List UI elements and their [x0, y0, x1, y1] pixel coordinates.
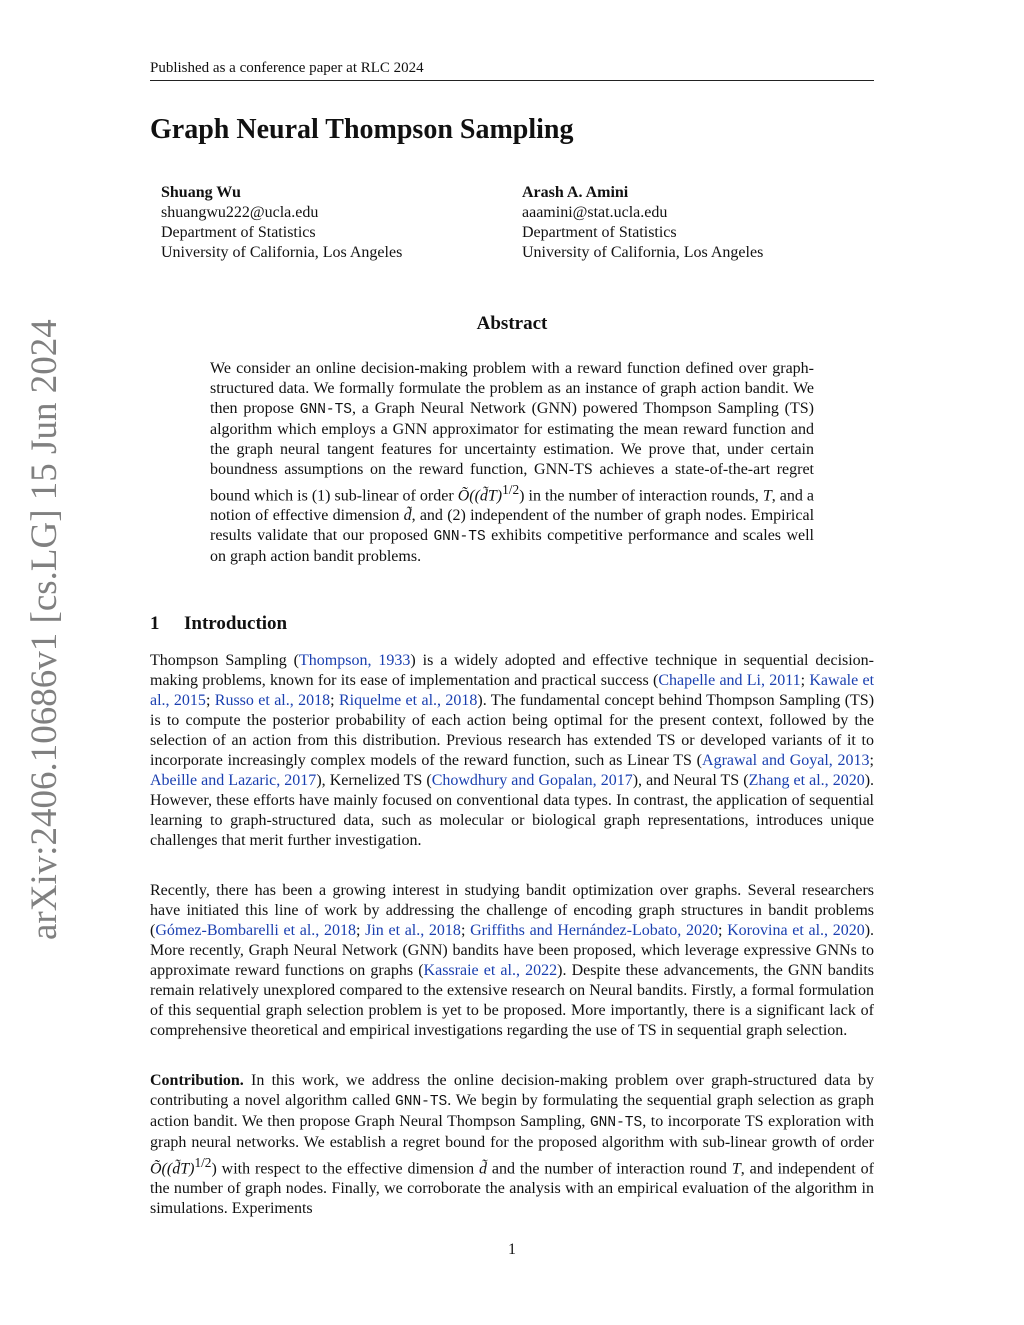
citation-link[interactable]: Kawale et al., 2015: [150, 672, 875, 709]
author-block-2: [522, 183, 763, 263]
contribution-label: Contribution.: [150, 1072, 244, 1089]
author-institution: University of California, Los Angeles: [161, 244, 403, 261]
author-name: Arash A. Amini: [522, 184, 629, 201]
intro-paragraph-1: Thompson Sampling (Thompson, 1933) is a widely adopted and effective technique in sequential decision-making problems, known for its ease of implementation and practical success (Chapelle and Li, 2011; Kawale et al., 2015; Russo et al., 2018; Riquelme et al., 2018). The fundamental concept behind Thompson Sampling (TS) is to compute the posterior probability of each action being optimal for the present context, followed by the selection of an action from this distribution. Previous research has extended TS or developed variants of it to incorporate increasingly complex models of the reward function, such as Linear TS (Agrawal and Goyal, 2013; Abeille and Lazaric, 2017), Kernelized TS (Chowdhury and Gopalan, 2017), and Neural TS (Zhang et al., 2020). However, these efforts have mainly focused on conventional data types. In contrast, the application of sequential learning to graph-structured data, such as molecular or biological graph representations, introduces unique challenges that merit further investigation.: [150, 652, 875, 849]
math-var-d: d̃: [479, 1160, 488, 1178]
citation-link[interactable]: Abeille and Lazaric, 2017: [150, 772, 317, 789]
citation-link[interactable]: Korovina et al., 2020: [727, 922, 865, 939]
citation-link[interactable]: Russo et al., 2018: [214, 692, 331, 709]
section-heading: [150, 613, 287, 635]
abstract-heading: Abstract: [476, 313, 548, 334]
math-var-T: T: [762, 487, 772, 505]
math-var-T: T: [731, 1160, 741, 1178]
author-department: Department of Statistics: [522, 224, 677, 241]
order-expression: Õ((d̃T): [150, 1160, 195, 1178]
citation-link[interactable]: Thompson, 1933: [299, 652, 411, 669]
citation-link[interactable]: Kassraie et al., 2022: [423, 962, 558, 979]
method-name: GNN-TS: [395, 1094, 448, 1110]
page-number: 1: [508, 1241, 516, 1258]
author-email[interactable]: shuangwu222@ucla.edu: [161, 204, 319, 221]
paper-title: Graph Neural Thompson Sampling: [150, 114, 574, 145]
arxiv-identifier: arXiv:2406.10686v1 [cs.LG] 15 Jun 2024: [24, 319, 65, 940]
intro-paragraph-2: Recently, there has been a growing interest in studying bandit optimization over graphs. Several researchers have initiated this line of work by addressing the challenge of encoding graph structures in bandit problems (Gómez-Bombarelli et al., 2018; Jin et al., 2018; Griffiths and Hernández-Lobato, 2020; Korovina et al., 2020). More recently, Graph Neural Network (GNN) bandits have been proposed, which leverage expressive GNNs to approximate reward functions on graphs (Kassraie et al., 2022). Despite these advancements, the GNN bandits remain relatively unexplored compared to the extensive research on Neural bandits. Firstly, a formal formulation of this sequential graph selection problem is yet to be proposed. More importantly, there is a significant lack of comprehensive theoretical and empirical investigations regarding the use of TS in sequential graph selection.: [150, 882, 875, 1039]
abstract-body: We consider an online decision-making problem with a reward function defined over graph-structured data. We formally formulate the problem as an instance of graph action bandit. We then propose GNN-TS, a Graph Neural Network (GNN) powered Thompson Sampling (TS) algorithm which employs a GNN approximator for estimating the mean reward function and the graph neural tangent features for uncertainty estimation. We prove that, under certain boundness assumptions on the reward function, GNN-TS achieves a state-of-the-art regret bound which is (1) sub-linear of order Õ((d̃T)$^{1/2}$) in the number of interaction rounds, T, and a notion of effective dimension d̃, and (2) independent of the number of graph nodes. Empirical results validate that our proposed GNN-TS exhibits competitive performance and scales well on graph action bandit problems.: [210, 360, 815, 566]
author-block-1: [161, 183, 402, 263]
citation-link[interactable]: Zhang et al., 2020: [748, 772, 865, 789]
citation-link[interactable]: Chowdhury and Gopalan, 2017: [431, 772, 633, 789]
author-email[interactable]: aaamini@stat.ucla.edu: [522, 204, 668, 221]
citation-link[interactable]: Chapelle and Li, 2011: [658, 672, 801, 689]
citation-link[interactable]: Gómez-Bombarelli et al., 2018: [155, 922, 356, 939]
citation-link[interactable]: Agrawal and Goyal, 2013: [702, 752, 870, 769]
author-institution: University of California, Los Angeles: [522, 244, 764, 261]
author-department: Department of Statistics: [161, 224, 316, 241]
running-header: Published as a conference paper at RLC 2024: [150, 60, 874, 81]
citation-link[interactable]: Jin et al., 2018: [365, 922, 461, 939]
method-name: GNN-TS: [433, 529, 486, 546]
method-name: GNN-TS: [299, 402, 353, 418]
math-var-d: d̃: [403, 507, 412, 525]
section-title: Introduction: [184, 613, 288, 634]
section-number: 1: [150, 613, 160, 634]
order-expression: Õ((d̃T): [457, 487, 503, 505]
citation-link[interactable]: Riquelme et al., 2018: [338, 692, 478, 709]
method-name: GNN-TS: [589, 1115, 643, 1131]
citation-link[interactable]: Griffiths and Hernández-Lobato, 2020: [470, 922, 718, 939]
author-name: Shuang Wu: [161, 184, 241, 201]
contribution-paragraph: Contribution. In this work, we address the online decision-making problem over graph-structured data by contributing a novel algorithm called GNN-TS. We begin by formulating the sequential graph selection as graph action bandit. We then propose Graph Neural Thompson Sampling, GNN-TS, to incorporate TS exploration with graph neural networks. We establish a regret bound for the proposed algorithm with sub-linear growth of order Õ((d̃T)$^{1/2}$) with respect to the effective dimension d̃ and the number of interaction round T, and independent of the number of graph nodes. Finally, we corroborate the analysis with an empirical evaluation of the algorithm in simulations. Experiments: [150, 1072, 875, 1218]
